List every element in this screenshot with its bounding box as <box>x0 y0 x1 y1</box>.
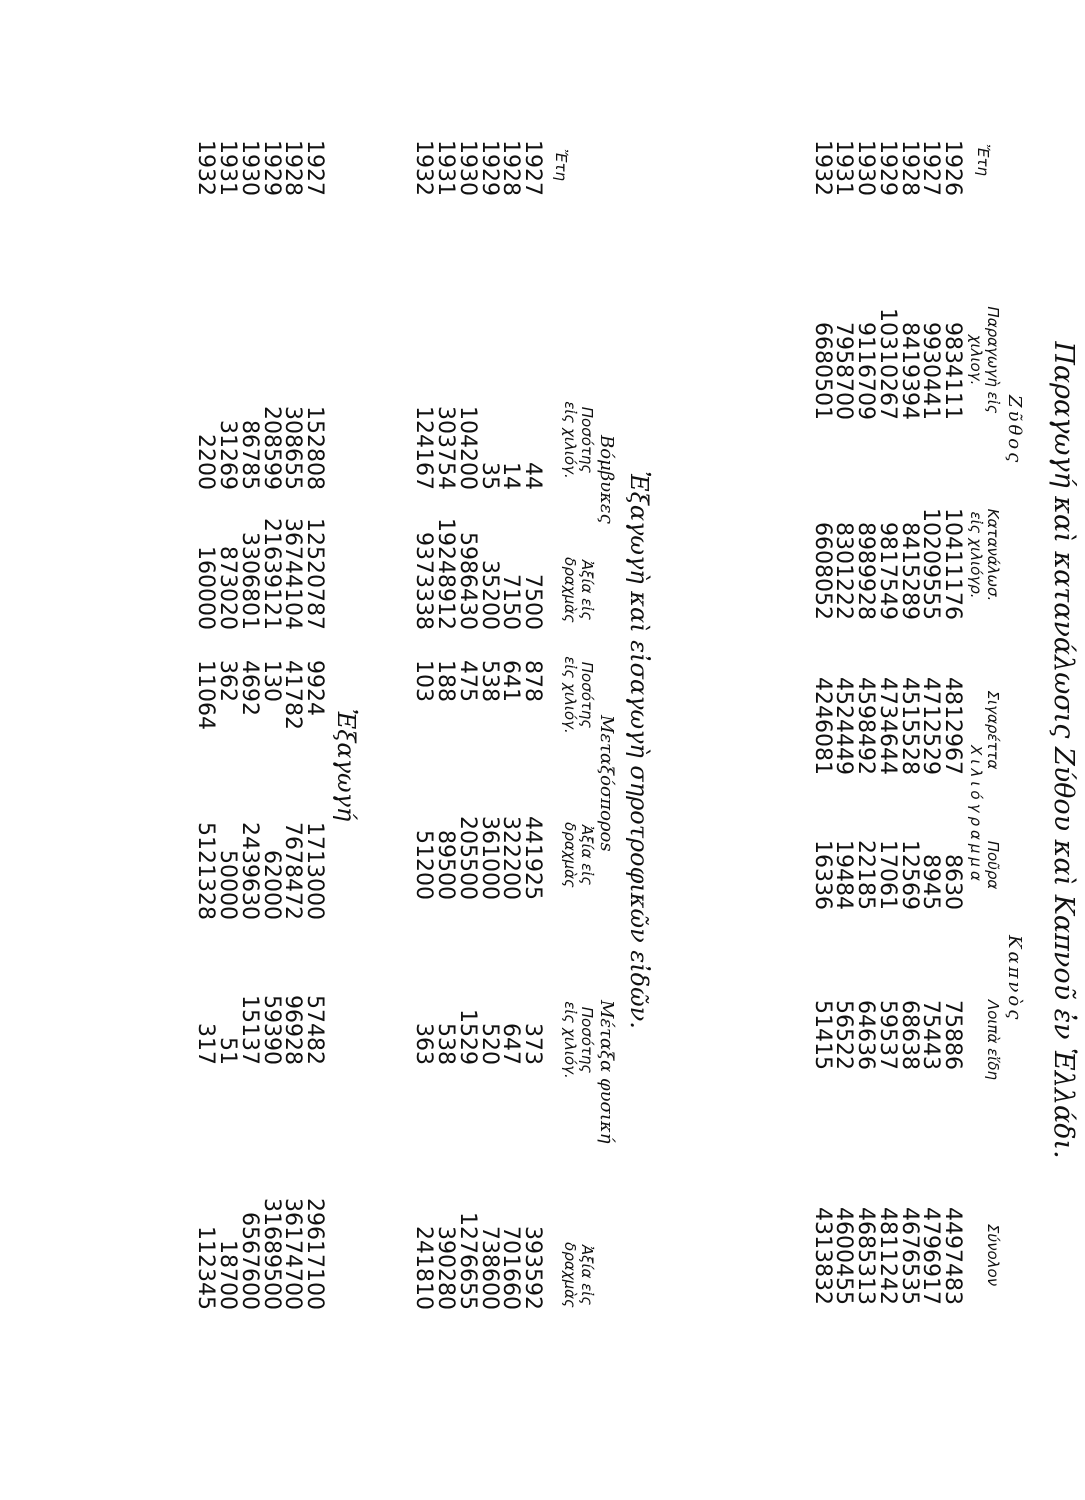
table-cell: 361000 <box>476 816 502 900</box>
header-pipe: Ποῦρα <box>984 840 1002 890</box>
table-cell: 6567600 <box>236 1212 262 1310</box>
table-cell: 1932 <box>411 140 437 196</box>
table-cell: 1929 <box>258 140 284 196</box>
table-cell: 9116709 <box>853 322 879 420</box>
table-cell: 7500 <box>520 574 545 630</box>
table-cell: 1927 <box>520 140 545 196</box>
table-cell: 1276655 <box>454 1212 480 1310</box>
table-cell: 17061 <box>874 840 900 910</box>
header-silkworm-val: Ἀξία εἰς δραχμὰς <box>561 822 596 888</box>
table-cell: 62000 <box>258 850 284 920</box>
table-cell: 19484 <box>831 840 857 910</box>
import-silkworm-val-column <box>413 790 543 900</box>
table-cell: 6680501 <box>809 322 835 420</box>
table-cell: 11064 <box>193 660 219 730</box>
table-cell: 4812967 <box>940 677 965 775</box>
beer-years-column <box>811 140 963 220</box>
table-cell: 8415289 <box>896 522 922 620</box>
table-cell: 130 <box>258 660 284 702</box>
header-natural-qty: Ποσότης εἰς χιλιόγ. <box>561 1001 596 1079</box>
export-heading: Ἐξαγωγή <box>332 708 360 822</box>
table-cell: 9924 <box>302 660 327 716</box>
table-cell: 41782 <box>280 660 306 730</box>
beer-section-heading: Ζῦθος <box>1004 395 1025 466</box>
table-cell: 4692 <box>236 660 262 716</box>
table-cell: 35200 <box>476 560 502 630</box>
other-column <box>811 980 963 1070</box>
table-cell: 86785 <box>236 420 262 490</box>
export-years-column <box>195 140 325 220</box>
table-cell: 878 <box>520 660 545 702</box>
table-cell: 31269 <box>215 420 241 490</box>
header-other: Λοιπὰ εἴδη <box>984 999 1002 1081</box>
table-cell: 205500 <box>454 816 480 900</box>
table-cell: 44 <box>520 462 545 490</box>
table-cell: 4712529 <box>918 677 944 775</box>
table-cell: 51415 <box>809 1000 835 1070</box>
table-cell: 56522 <box>831 1000 857 1070</box>
table-cell: 1926 <box>940 140 965 196</box>
header-silk-years: Ἔτη <box>552 148 570 181</box>
table-cell: 36744104 <box>280 518 306 630</box>
table-cell: 7678472 <box>280 822 306 920</box>
table-cell: 2200 <box>193 434 219 490</box>
table-cell: 1927 <box>302 140 327 196</box>
import-cocoons-val-column <box>413 490 543 630</box>
table-cell: 35 <box>476 462 502 490</box>
table-cell: 22185 <box>853 840 879 910</box>
table-cell: 1931 <box>831 140 857 196</box>
table-cell: 241810 <box>411 1226 437 1310</box>
table-cell: 59390 <box>258 995 284 1065</box>
table-cell: 701660 <box>498 1226 524 1310</box>
import-natural-qty-column <box>413 985 543 1065</box>
table-cell: 8945 <box>918 854 944 910</box>
table-cell: 4796917 <box>918 1207 944 1305</box>
import-natural-val-column <box>413 1210 543 1310</box>
header-cigarettes: Σιγαρέττα <box>984 690 1002 770</box>
table-cell: 373 <box>520 1023 545 1065</box>
beer-consumption-column <box>811 500 963 620</box>
table-cell: 4497483 <box>940 1207 965 1305</box>
table-cell: 31689500 <box>258 1198 284 1310</box>
table-cell: 188 <box>433 660 459 702</box>
table-cell: 4524449 <box>831 677 857 775</box>
table-cell: 4685313 <box>853 1207 879 1305</box>
table-cell: 112345 <box>193 1226 219 1310</box>
beer-production-column <box>811 300 963 420</box>
table-cell: 14 <box>498 462 524 490</box>
table-cell: 75443 <box>918 1000 944 1070</box>
table-cell: 1930 <box>454 140 480 196</box>
export-cocoons-qty-column <box>195 380 325 490</box>
table-cell: 8989928 <box>853 522 879 620</box>
table-cell: 8301222 <box>831 522 857 620</box>
table-cell: 322200 <box>498 816 524 900</box>
table-cell: 19248912 <box>433 518 459 630</box>
table-cell: 75886 <box>940 1000 965 1070</box>
table-cell: 9834111 <box>940 322 965 420</box>
export-silkworm-val-column <box>195 790 325 920</box>
export-cocoons-val-column <box>195 490 325 630</box>
table-cell: 8630 <box>940 854 965 910</box>
silkworm-heading: Μεταξόσποροs <box>596 715 617 852</box>
header-cocoons-val: Ἀξία εἰς δραχμὰς <box>561 557 596 623</box>
table-cell: 57482 <box>302 995 327 1065</box>
table-cell: 1927 <box>918 140 944 196</box>
table-cell: 520 <box>476 1023 502 1065</box>
pipe-column <box>811 820 963 910</box>
import-silkworm-qty-column <box>413 660 543 740</box>
table-cell: 5986430 <box>454 532 480 630</box>
cocoons-heading: Βόμβυκες <box>596 435 617 524</box>
table-cell: 1931 <box>215 140 241 196</box>
table-cell: 475 <box>454 660 480 702</box>
header-total: Σύνολον <box>984 1223 1002 1287</box>
import-cocoons-qty-column <box>413 380 543 490</box>
table-cell: 2439630 <box>236 822 262 920</box>
table-cell: 18700 <box>215 1240 241 1310</box>
table-cell: 4598492 <box>853 677 879 775</box>
table-cell: 9817549 <box>874 522 900 620</box>
table-cell: 1929 <box>874 140 900 196</box>
table-cell: 89500 <box>433 830 459 900</box>
table-cell: 1930 <box>853 140 879 196</box>
table-cell: 5121328 <box>193 822 219 920</box>
table-cell: 124167 <box>411 406 437 490</box>
table-cell: 7150 <box>498 574 524 630</box>
table-cell: 6608052 <box>809 522 835 620</box>
table-cell: 64636 <box>853 1000 879 1070</box>
table-cell: 1529 <box>454 1009 480 1065</box>
table-cell: 10411176 <box>940 508 965 620</box>
table-cell: 12520787 <box>302 518 327 630</box>
table-cell: 390280 <box>433 1226 459 1310</box>
silk-subtitle: Ἐξαγωγὴ καὶ εἰσαγωγὴ σηροτροφικῶν εἰδῶν. <box>625 471 653 1029</box>
cigarettes-column <box>811 665 963 775</box>
table-cell: 103 <box>411 660 437 702</box>
header-silkworm-qty: Ποσότης εἰς χιλιόγ. <box>561 656 596 734</box>
header-beer-production: Παραγωγὴ εἰς χιλιογ. <box>967 306 1002 414</box>
table-cell: 4313832 <box>809 1207 835 1305</box>
table-cell: 4811242 <box>874 1207 900 1305</box>
table-cell: 9373338 <box>411 532 437 630</box>
table-cell: 104200 <box>454 406 480 490</box>
table-cell: 10310267 <box>874 308 900 420</box>
table-cell: 1928 <box>896 140 922 196</box>
table-cell: 50000 <box>215 850 241 920</box>
export-silkworm-qty-column <box>195 660 325 740</box>
page-title: Παραγωγή καὶ κατανάλωσις Ζύθου καὶ Καπνοῦ ἐν Ἑλλάδι. <box>1048 341 1079 1159</box>
table-cell: 10209555 <box>918 508 944 620</box>
natural-silk-heading: Μέταξα φυσική <box>596 1000 617 1144</box>
table-cell: 362 <box>215 660 241 702</box>
table-cell: 393592 <box>520 1226 545 1310</box>
table-cell: 1930 <box>236 140 262 196</box>
table-cell: 160000 <box>193 546 219 630</box>
table-cell: 51 <box>215 1037 241 1065</box>
table-cell: 738600 <box>476 1226 502 1310</box>
total-column <box>811 1195 963 1305</box>
table-cell: 21639121 <box>258 518 284 630</box>
table-cell: 12569 <box>896 840 922 910</box>
table-cell: 308655 <box>280 406 306 490</box>
table-cell: 317 <box>193 1023 219 1065</box>
table-cell: 15137 <box>236 995 262 1065</box>
table-cell: 441925 <box>520 816 545 900</box>
header-beer-consumption: Κατανάλωσ. εἰς χιλιόγρ. <box>967 508 1002 602</box>
header-natural-val: Ἀξία εἰς δραχμὰς <box>561 1242 596 1308</box>
table-cell: 4246081 <box>809 677 835 775</box>
table-cell: 4600455 <box>831 1207 857 1305</box>
table-cell: 538 <box>433 1023 459 1065</box>
table-cell: 36174700 <box>280 1198 306 1310</box>
table-cell: 8419394 <box>896 322 922 420</box>
table-cell: 96928 <box>280 995 306 1065</box>
table-cell: 16336 <box>809 840 835 910</box>
table-cell: 59537 <box>874 1000 900 1070</box>
table-cell: 1932 <box>193 140 219 196</box>
table-cell: 7958700 <box>831 322 857 420</box>
table-cell: 873020 <box>215 546 241 630</box>
table-cell: 4515528 <box>896 677 922 775</box>
import-years-column <box>413 140 543 220</box>
table-cell: 363 <box>411 1023 437 1065</box>
table-cell: 4676535 <box>896 1207 922 1305</box>
header-kilogram-unit: Χιλιόγραμμα <box>967 745 985 885</box>
table-cell: 3306801 <box>236 532 262 630</box>
table-cell: 303754 <box>433 406 459 490</box>
table-cell: 647 <box>498 1023 524 1065</box>
table-cell: 9930441 <box>918 322 944 420</box>
table-cell: 208599 <box>258 406 284 490</box>
table-cell: 1928 <box>498 140 524 196</box>
table-cell: 1713000 <box>302 822 327 920</box>
table-cell: 641 <box>498 660 524 702</box>
header-years: Ἔτη <box>974 143 992 176</box>
export-natural-val-column <box>195 1195 325 1310</box>
table-cell: 29617100 <box>302 1198 327 1310</box>
table-cell: 1929 <box>476 140 502 196</box>
table-cell: 68638 <box>896 1000 922 1070</box>
table-cell: 1928 <box>280 140 306 196</box>
table-cell: 1932 <box>809 140 835 196</box>
tobacco-section-heading: Καπνὸς <box>1004 935 1025 1023</box>
table-cell: 1931 <box>433 140 459 196</box>
table-cell: 51200 <box>411 830 437 900</box>
table-cell: 152808 <box>302 406 327 490</box>
table-cell: 4734644 <box>874 677 900 775</box>
header-cocoons-qty: Ποσότης εἰς χιλιόγ. <box>561 401 596 479</box>
export-natural-qty-column <box>195 985 325 1065</box>
table-cell: 538 <box>476 660 502 702</box>
